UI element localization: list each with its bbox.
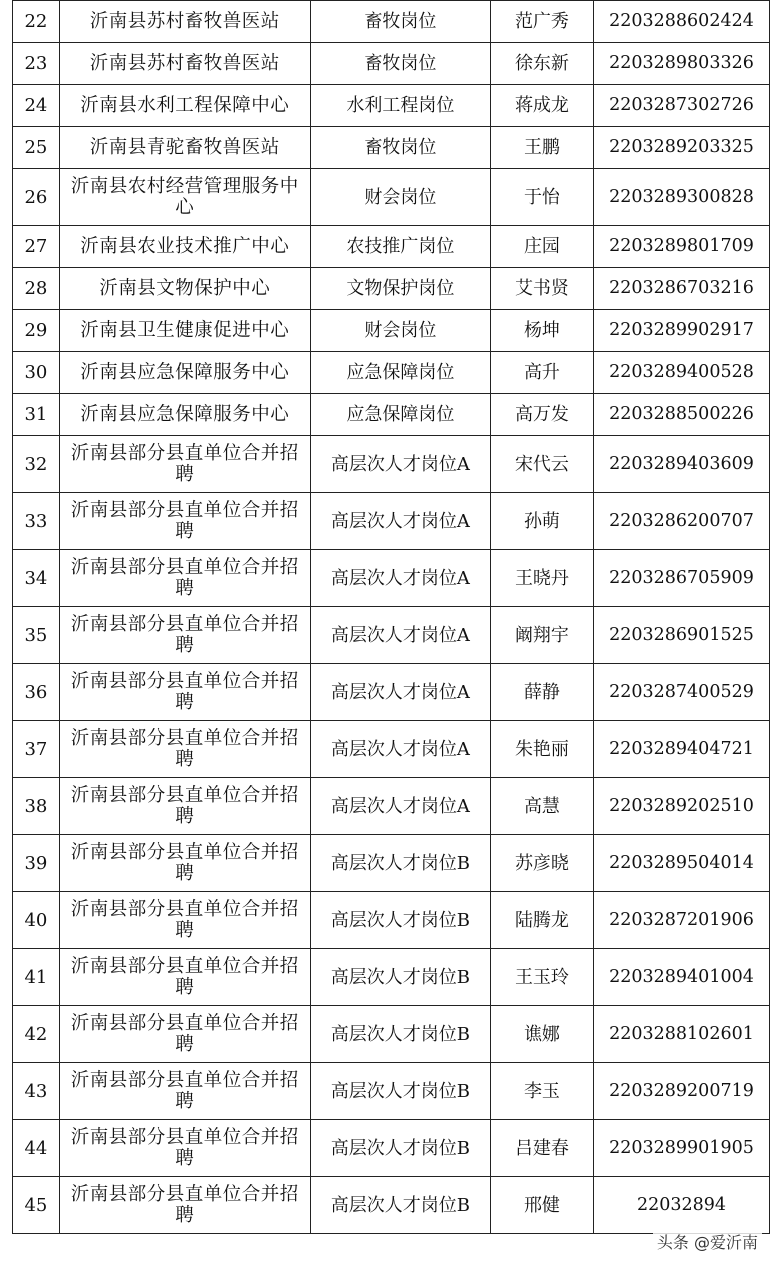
exam-id: 2203287302726 [593, 85, 769, 127]
table-row [13, 394, 770, 436]
candidate-name: 阚翔宇 [490, 607, 593, 664]
table-row [13, 1006, 770, 1063]
table-row [13, 607, 770, 664]
table-row [13, 949, 770, 1006]
exam-id: 2203289403609 [593, 436, 769, 493]
table-body [13, 1, 770, 1234]
employer-unit: 沂南县部分县直单位合并招聘 [59, 949, 310, 1006]
position: 高层次人才岗位B [310, 1177, 490, 1234]
position: 应急保障岗位 [310, 352, 490, 394]
position: 高层次人才岗位A [310, 778, 490, 835]
exam-id: 2203289202510 [593, 778, 769, 835]
position: 高层次人才岗位B [310, 1006, 490, 1063]
employer-unit: 沂南县部分县直单位合并招聘 [59, 1177, 310, 1234]
position: 高层次人才岗位B [310, 949, 490, 1006]
table-row [13, 1120, 770, 1177]
candidate-name: 蒋成龙 [490, 85, 593, 127]
row-number: 37 [13, 721, 60, 778]
candidate-name: 王玉玲 [490, 949, 593, 1006]
row-number: 45 [13, 1177, 60, 1234]
position: 高层次人才岗位A [310, 664, 490, 721]
exam-id: 2203287201906 [593, 892, 769, 949]
position: 畜牧岗位 [310, 43, 490, 85]
candidate-name: 王鹏 [490, 127, 593, 169]
position: 高层次人才岗位A [310, 721, 490, 778]
candidate-name: 孙萌 [490, 493, 593, 550]
position: 高层次人才岗位B [310, 1120, 490, 1177]
row-number: 35 [13, 607, 60, 664]
employer-unit: 沂南县农村经营管理服务中心 [59, 169, 310, 226]
exam-id: 2203289300828 [593, 169, 769, 226]
exam-id: 2203287400529 [593, 664, 769, 721]
table-row [13, 835, 770, 892]
exam-id: 2203288102601 [593, 1006, 769, 1063]
exam-id: 2203286705909 [593, 550, 769, 607]
employer-unit: 沂南县部分县直单位合并招聘 [59, 664, 310, 721]
exam-id: 2203289902917 [593, 310, 769, 352]
position: 水利工程岗位 [310, 85, 490, 127]
exam-id: 2203289901905 [593, 1120, 769, 1177]
candidate-name: 范广秀 [490, 1, 593, 43]
employer-unit: 沂南县部分县直单位合并招聘 [59, 550, 310, 607]
employer-unit: 沂南县部分县直单位合并招聘 [59, 1063, 310, 1120]
position: 高层次人才岗位A [310, 493, 490, 550]
position: 高层次人才岗位A [310, 436, 490, 493]
position: 高层次人才岗位B [310, 1063, 490, 1120]
candidate-name: 高升 [490, 352, 593, 394]
row-number: 26 [13, 169, 60, 226]
table-row [13, 778, 770, 835]
exam-id: 2203289504014 [593, 835, 769, 892]
candidate-name: 艾书贤 [490, 268, 593, 310]
candidate-name: 吕建春 [490, 1120, 593, 1177]
table-row [13, 1063, 770, 1120]
row-number: 36 [13, 664, 60, 721]
position: 畜牧岗位 [310, 127, 490, 169]
candidate-name: 王晓丹 [490, 550, 593, 607]
exam-id: 22032894 [593, 1177, 769, 1234]
row-number: 29 [13, 310, 60, 352]
row-number: 43 [13, 1063, 60, 1120]
employer-unit: 沂南县部分县直单位合并招聘 [59, 1120, 310, 1177]
row-number: 30 [13, 352, 60, 394]
candidate-name: 陆腾龙 [490, 892, 593, 949]
row-number: 42 [13, 1006, 60, 1063]
employer-unit: 沂南县卫生健康促进中心 [59, 310, 310, 352]
position: 高层次人才岗位A [310, 607, 490, 664]
row-number: 33 [13, 493, 60, 550]
candidate-name: 高慧 [490, 778, 593, 835]
position: 畜牧岗位 [310, 1, 490, 43]
employer-unit: 沂南县部分县直单位合并招聘 [59, 607, 310, 664]
candidate-table [12, 0, 770, 1234]
candidate-name: 苏彦晓 [490, 835, 593, 892]
exam-id: 2203286200707 [593, 493, 769, 550]
row-number: 22 [13, 1, 60, 43]
table-row [13, 721, 770, 778]
exam-id: 2203286901525 [593, 607, 769, 664]
row-number: 28 [13, 268, 60, 310]
table-row [13, 664, 770, 721]
exam-id: 2203289801709 [593, 226, 769, 268]
exam-id: 2203286703216 [593, 268, 769, 310]
table-row [13, 226, 770, 268]
table-row [13, 436, 770, 493]
position: 高层次人才岗位B [310, 892, 490, 949]
candidate-name: 高万发 [490, 394, 593, 436]
exam-id: 2203289404721 [593, 721, 769, 778]
table-row [13, 127, 770, 169]
exam-id: 2203288602424 [593, 1, 769, 43]
employer-unit: 沂南县苏村畜牧兽医站 [59, 1, 310, 43]
row-number: 24 [13, 85, 60, 127]
candidate-name: 庄园 [490, 226, 593, 268]
employer-unit: 沂南县部分县直单位合并招聘 [59, 436, 310, 493]
exam-id: 2203288500226 [593, 394, 769, 436]
candidate-name: 谯娜 [490, 1006, 593, 1063]
row-number: 38 [13, 778, 60, 835]
candidate-name: 宋代云 [490, 436, 593, 493]
row-number: 44 [13, 1120, 60, 1177]
row-number: 41 [13, 949, 60, 1006]
row-number: 32 [13, 436, 60, 493]
table-row [13, 550, 770, 607]
row-number: 31 [13, 394, 60, 436]
employer-unit: 沂南县应急保障服务中心 [59, 394, 310, 436]
row-number: 23 [13, 43, 60, 85]
table-row [13, 493, 770, 550]
employer-unit: 沂南县部分县直单位合并招聘 [59, 721, 310, 778]
position: 财会岗位 [310, 310, 490, 352]
employer-unit: 沂南县青驼畜牧兽医站 [59, 127, 310, 169]
employer-unit: 沂南县部分县直单位合并招聘 [59, 1006, 310, 1063]
exam-id: 2203289803326 [593, 43, 769, 85]
candidate-name: 李玉 [490, 1063, 593, 1120]
employer-unit: 沂南县部分县直单位合并招聘 [59, 835, 310, 892]
table-row [13, 169, 770, 226]
watermark: 头条 @爱沂南 [653, 1229, 762, 1254]
employer-unit: 沂南县应急保障服务中心 [59, 352, 310, 394]
exam-id: 2203289401004 [593, 949, 769, 1006]
exam-id: 2203289400528 [593, 352, 769, 394]
candidate-name: 薛静 [490, 664, 593, 721]
row-number: 40 [13, 892, 60, 949]
row-number: 34 [13, 550, 60, 607]
employer-unit: 沂南县水利工程保障中心 [59, 85, 310, 127]
employer-unit: 沂南县农业技术推广中心 [59, 226, 310, 268]
employer-unit: 沂南县部分县直单位合并招聘 [59, 493, 310, 550]
candidate-name: 于怡 [490, 169, 593, 226]
employer-unit: 沂南县部分县直单位合并招聘 [59, 892, 310, 949]
table-row [13, 268, 770, 310]
table-row [13, 892, 770, 949]
table-row [13, 85, 770, 127]
position: 高层次人才岗位A [310, 550, 490, 607]
row-number: 25 [13, 127, 60, 169]
candidate-name: 朱艳丽 [490, 721, 593, 778]
table-row [13, 310, 770, 352]
employer-unit: 沂南县苏村畜牧兽医站 [59, 43, 310, 85]
position: 高层次人才岗位B [310, 835, 490, 892]
position: 文物保护岗位 [310, 268, 490, 310]
row-number: 27 [13, 226, 60, 268]
employer-unit: 沂南县文物保护中心 [59, 268, 310, 310]
position: 农技推广岗位 [310, 226, 490, 268]
candidate-name: 徐东新 [490, 43, 593, 85]
exam-id: 2203289200719 [593, 1063, 769, 1120]
table-row [13, 1177, 770, 1234]
position: 应急保障岗位 [310, 394, 490, 436]
row-number: 39 [13, 835, 60, 892]
table-row [13, 1, 770, 43]
table-row [13, 352, 770, 394]
position: 财会岗位 [310, 169, 490, 226]
candidate-name: 杨坤 [490, 310, 593, 352]
candidate-name: 邢健 [490, 1177, 593, 1234]
employer-unit: 沂南县部分县直单位合并招聘 [59, 778, 310, 835]
table-row [13, 43, 770, 85]
exam-id: 2203289203325 [593, 127, 769, 169]
